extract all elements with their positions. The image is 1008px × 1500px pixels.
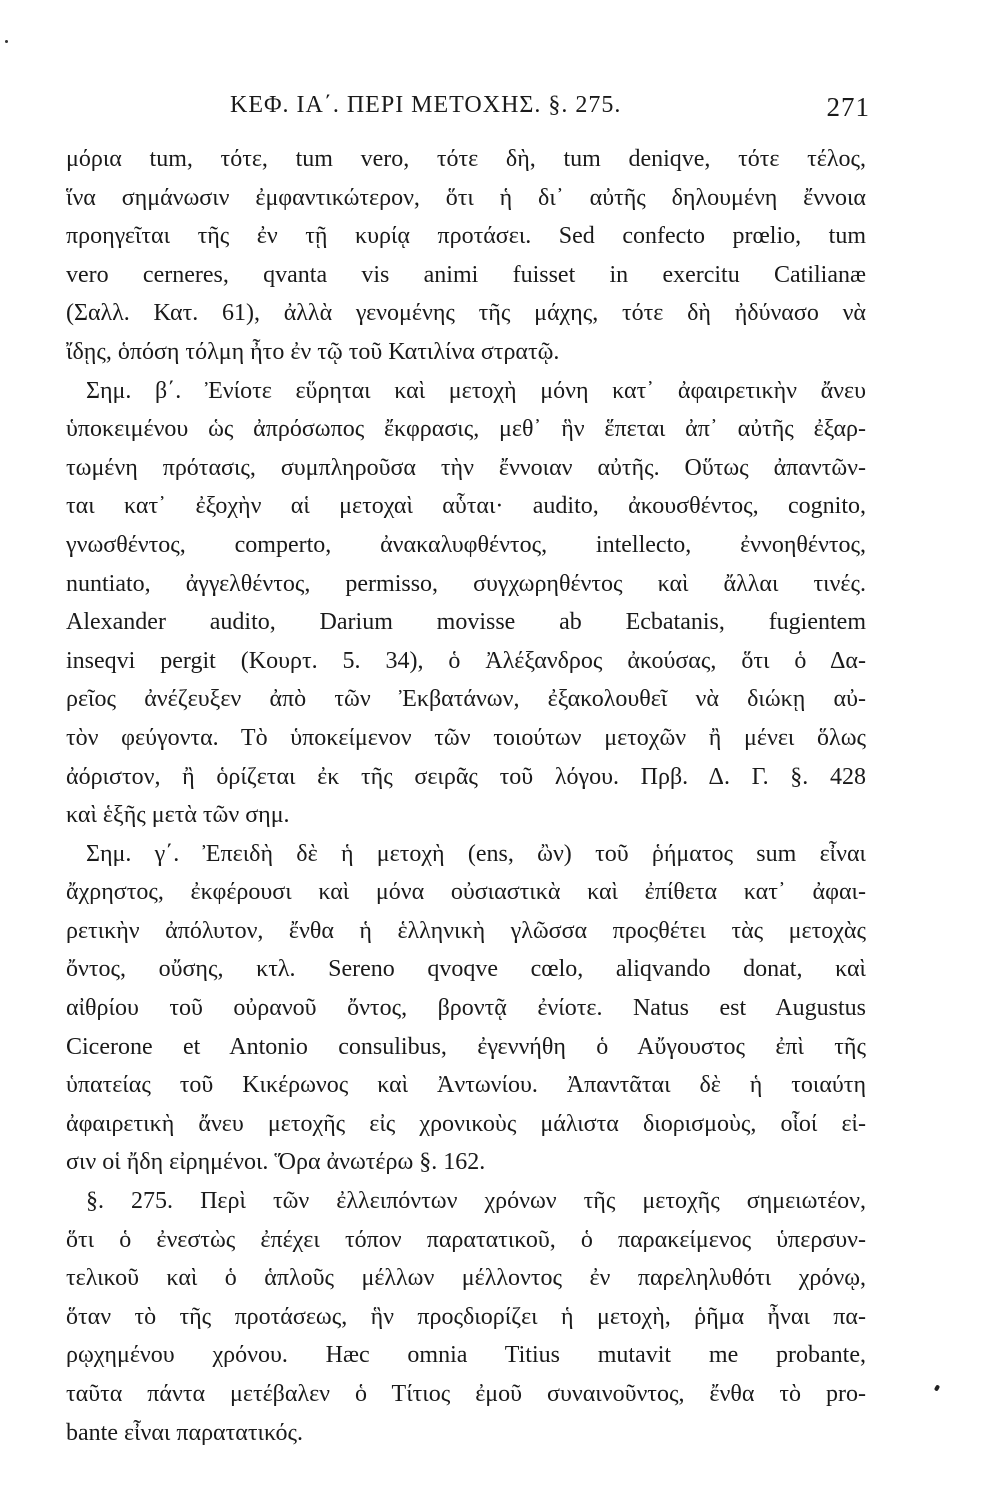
text-line: τωμένη πρότασις, συμπληροῦσα τὴν ἔννοιαν αὐτῆς. Οὕτως ἀπαντῶν-: [66, 454, 866, 481]
text-line: αἰθρίου τοῦ οὐρανοῦ ὄντος, βροντᾷ ἐνίοτε. Natus est Augustus: [66, 995, 866, 1022]
text-line: καὶ ἑξῆς μετὰ τῶν σημ.: [66, 802, 290, 829]
text-line: μόρια tum, τότε, tum vero, τότε δὴ, tum deniqve, τότε τέλος,: [66, 146, 866, 172]
text-line: ὄντος, οὔσης, κτλ. Sereno qvoqve cœlo, aliqvando donat, καὶ: [66, 956, 866, 983]
text-line: ὑπατείας τοῦ Κικέρωνος καὶ Ἀντωνίου. Ἀπαντᾶται δὲ ἡ τοιαύτη: [66, 1072, 866, 1099]
text-line: ρετικὴν ἀπόλυτον, ἔνθα ἡ ἑλληνικὴ γλῶσσα προςθέτει τὰς μετοχὰς: [66, 917, 866, 944]
text-line: ται κατ᾽ ἐξοχὴν αἱ μετοχαὶ αὗται· audito, ἀκουσθέντος, cognito,: [66, 493, 866, 520]
ink-speck: [934, 1384, 940, 1391]
section-275-start: §. 275. Περὶ τῶν ἐλλειπόντων χρόνων τῆς μετοχῆς σημειωτέον,: [86, 1188, 866, 1215]
note-b-start: Σημ. β΄. Ἐνίοτε εὕρηται καὶ μετοχὴ μόνη κατ᾽ ἀφαιρετικὴν ἄνευ: [86, 377, 866, 404]
text-line: σιν οἱ ἤδη εἰρημένοι. Ὅρα ἀνωτέρω §. 162.: [66, 1149, 486, 1176]
text-line: ὅταν τὸ τῆς προτάσεως, ἣν προςδιορίζει ἡ μετοχὴ, ῥῆμα ἦναι πα-: [66, 1303, 866, 1330]
text-line: inseqvi pergit (Κουρτ. 5. 34), ὁ Ἀλέξανδρος ἀκούσας, ὅτι ὁ Δα-: [66, 647, 866, 674]
running-title: ΚΕΦ. ΙΑ΄. ΠΕΡΙ ΜΕΤΟΧΗΣ. §. 275.: [230, 92, 622, 118]
text-line: τὸν φεύγοντα. Τὸ ὑποκείμενον τῶν τοιούτων μετοχῶν ἢ μένει ὅλως: [66, 724, 866, 751]
text-line: ρεῖος ἀνέζευξεν ἀπὸ τῶν Ἐκβατάνων, ἐξακολουθεῖ νὰ διώκῃ αὐ-: [66, 686, 866, 713]
text-line: ἴδῃς, ὁπόση τόλμη ἦτο ἐν τῷ τοῦ Κατιλίνα στρατῷ.: [66, 338, 560, 365]
text-line: τελικοῦ καὶ ὁ ἁπλοῦς μέλλων μέλλοντος ἐν παρεληλυθότι χρόνῳ,: [66, 1265, 866, 1292]
text-line: ἄχρηστος, ἐκφέρουσι καὶ μόνα οὐσιαστικὰ καὶ ἐπίθετα κατ᾽ ἀφαι-: [66, 879, 866, 906]
page-number: 271: [826, 92, 870, 122]
text-line: vero cerneres, qvanta vis animi fuisset in exercitu Catilianæ: [66, 261, 866, 288]
page-header: [190, 92, 870, 126]
text-line: ταῦτα πάντα μετέβαλεν ὁ Τίτιος ἐμοῦ συναινοῦντος, ἔνθα τὸ pro-: [66, 1381, 866, 1407]
text-line: nuntiato, ἀγγελθέντος, permisso, συγχωρηθέντος καὶ ἄλλαι τινές.: [66, 570, 866, 597]
page-body: [66, 140, 866, 1452]
text-line: (Σαλλ. Κατ. 61), ἀλλὰ γενομένης τῆς μάχης, τότε δὴ ἠδύνασο νὰ: [66, 300, 866, 327]
note-g-start: Σημ. γ΄. Ἐπειδὴ δὲ ἡ μετοχὴ (ens, ὢν) τοῦ ῥήματος sum εἶναι: [86, 840, 866, 867]
text-line: ὅτι ὁ ἐνεστὼς ἐπέχει τόπον παρατατικοῦ, ὁ παρακείμενος ὑπερσυν-: [66, 1226, 866, 1253]
text-line: γνωσθέντος, comperto, ἀνακαλυφθέντος, intellecto, ἐννοηθέντος,: [66, 531, 866, 558]
text-line: ἀόριστον, ἢ ὁρίζεται ἐκ τῆς σειρᾶς τοῦ λόγου. Πρβ. Δ. Γ. §. 428: [66, 763, 866, 790]
text-line: προηγεῖται τῆς ἐν τῇ κυρίᾳ προτάσει. Sed confecto prœlio, tum: [66, 223, 866, 250]
margin-speck: [5, 40, 8, 43]
text-line: Cicerone et Antonio consulibus, ἐγεννήθη ὁ Αὔγουστος ἐπὶ τῆς: [66, 1033, 866, 1060]
text-line: ὑποκειμένου ὡς ἀπρόσωπος ἔκφρασις, μεθ᾽ ἣν ἕπεται ἀπ᾽ αὐτῆς ἐξαρ-: [66, 416, 866, 443]
text-line: bante εἶναι παρατατικός.: [66, 1419, 304, 1446]
text-line: ρῳχημένου χρόνου. Hæc omnia Titius mutavit me probante,: [66, 1342, 866, 1369]
text-line: ἵνα σημάνωσιν ἐμφαντικώτερον, ὅτι ἡ δι᾽ αὐτῆς δηλουμένη ἔννοια: [66, 184, 866, 211]
text-line: Alexander audito, Darium movisse ab Ecbatanis, fugientem: [66, 609, 866, 636]
text-line: ἀφαιρετικὴ ἄνευ μετοχῆς εἰς χρονικοὺς μάλιστα διορισμοὺς, οἷοί εἰ-: [66, 1110, 866, 1137]
